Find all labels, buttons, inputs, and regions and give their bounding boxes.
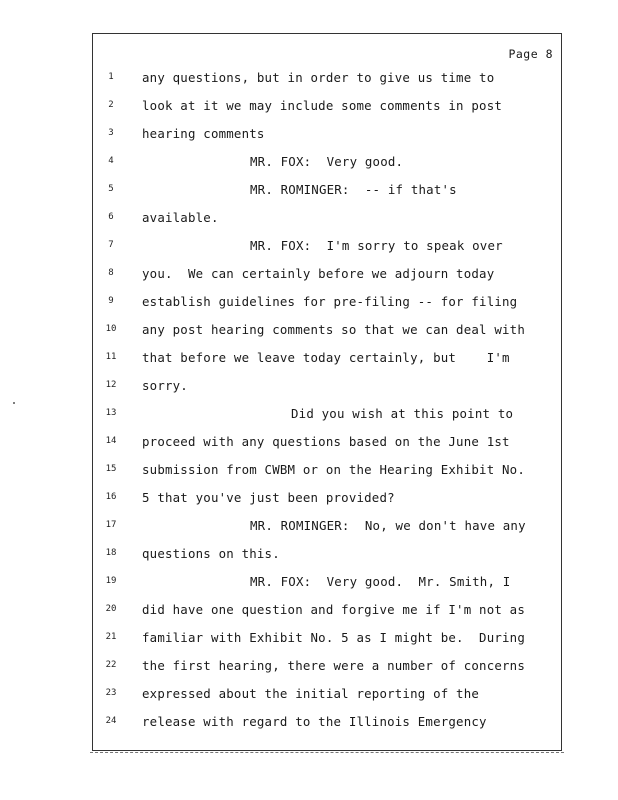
line-number: 13	[105, 408, 117, 418]
line-text: questions on this.	[142, 546, 280, 561]
line-text: that before we leave today certainly, but I'm	[142, 350, 510, 365]
line-number: 1	[108, 72, 114, 82]
line-number: 16	[105, 492, 117, 502]
line-text: MR. ROMINGER: -- if that's	[250, 182, 457, 197]
transcript-line	[93, 320, 563, 340]
line-text: release with regard to the Illinois Emergency	[142, 714, 487, 729]
line-number: 3	[108, 128, 114, 138]
line-number: 23	[105, 688, 117, 698]
transcript-line	[93, 236, 563, 256]
line-number: 2	[108, 100, 114, 110]
line-number: 9	[108, 296, 114, 306]
transcript-line	[93, 208, 563, 228]
transcript-line	[93, 96, 563, 116]
page-number: Page 8	[508, 47, 553, 61]
line-number: 18	[105, 548, 117, 558]
line-number: 6	[108, 212, 114, 222]
line-text: establish guidelines for pre-filing -- for filing	[142, 294, 518, 309]
line-text: did have one question and forgive me if I'm not as	[142, 602, 525, 617]
transcript-line	[93, 376, 563, 396]
transcript-line	[93, 404, 563, 424]
transcript-line	[93, 124, 563, 144]
line-text: any post hearing comments so that we can deal with	[142, 322, 525, 337]
transcript-line	[93, 628, 563, 648]
line-text: MR. FOX: Very good.	[250, 154, 404, 169]
line-number: 12	[105, 380, 117, 390]
page-bottom-edge	[90, 752, 564, 756]
line-text: familiar with Exhibit No. 5 as I might be. During	[142, 630, 525, 645]
transcript-line	[93, 180, 563, 200]
line-text: MR. ROMINGER: No, we don't have any	[250, 518, 526, 533]
transcript-line	[93, 152, 563, 172]
line-number: 19	[105, 576, 117, 586]
line-text: submission from CWBM or on the Hearing Exhibit No.	[142, 462, 525, 477]
line-number: 10	[105, 324, 117, 334]
line-text: you. We can certainly before we adjourn today	[142, 266, 495, 281]
line-number: 24	[105, 716, 117, 726]
line-text: Did you wish at this point to	[291, 406, 514, 421]
transcript-line	[93, 264, 563, 284]
transcript-line	[93, 656, 563, 676]
line-number: 11	[105, 352, 117, 362]
line-text: expressed about the initial reporting of the	[142, 686, 480, 701]
line-text: the first hearing, there were a number of concerns	[142, 658, 525, 673]
line-number: 21	[105, 632, 117, 642]
line-number: 8	[108, 268, 114, 278]
line-text: MR. FOX: I'm sorry to speak over	[250, 238, 503, 253]
line-number: 20	[105, 604, 117, 614]
line-number: 17	[105, 520, 117, 530]
line-number: 7	[108, 240, 114, 250]
transcript-line	[93, 348, 563, 368]
line-number: 22	[105, 660, 117, 670]
transcript-line	[93, 460, 563, 480]
line-text: MR. FOX: Very good. Mr. Smith, I	[250, 574, 511, 589]
transcript-line	[93, 712, 563, 732]
line-number: 4	[108, 156, 114, 166]
transcript-page	[92, 33, 562, 751]
line-number: 14	[105, 436, 117, 446]
line-text: 5 that you've just been provided?	[142, 490, 395, 505]
transcript-line	[93, 572, 563, 592]
transcript-line	[93, 488, 563, 508]
transcript-line	[93, 516, 563, 536]
transcript-line	[93, 544, 563, 564]
line-text: look at it we may include some comments in post	[142, 98, 503, 113]
transcript-line	[93, 432, 563, 452]
line-text: proceed with any questions based on the June 1st	[142, 434, 510, 449]
line-text: sorry.	[142, 378, 188, 393]
line-text: available.	[142, 210, 219, 225]
line-number: 15	[105, 464, 117, 474]
line-text: hearing comments	[142, 126, 265, 141]
scan-speck	[13, 402, 15, 404]
transcript-line	[93, 600, 563, 620]
transcript-line	[93, 68, 563, 88]
transcript-line	[93, 292, 563, 312]
line-text: any questions, but in order to give us time to	[142, 70, 495, 85]
line-number: 5	[108, 184, 114, 194]
transcript-line	[93, 684, 563, 704]
